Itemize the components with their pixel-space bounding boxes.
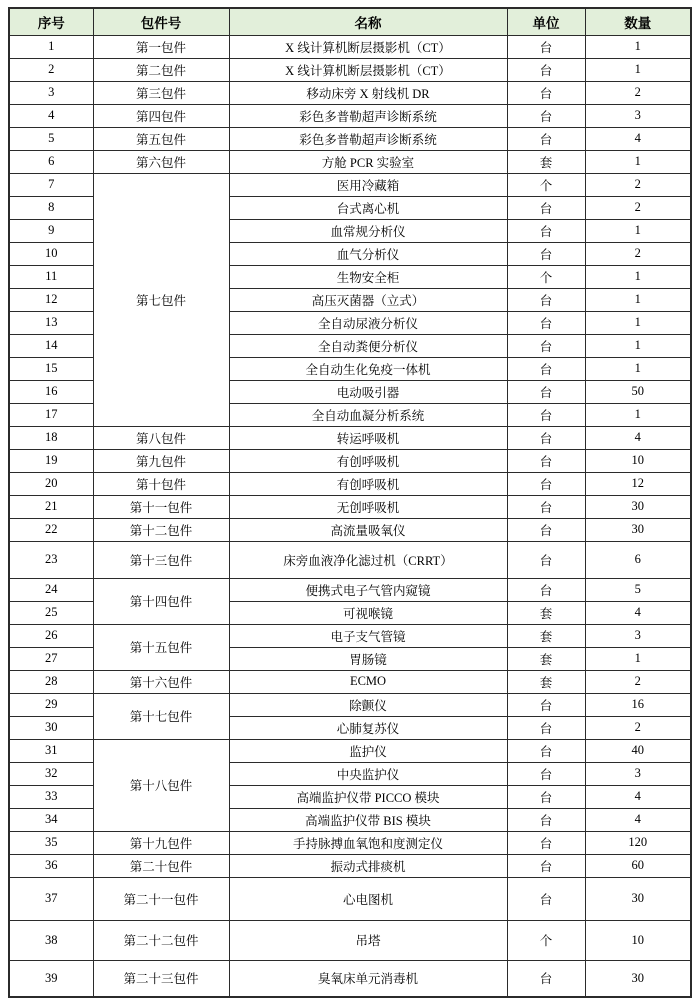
cell-name: 高压灭菌器（立式）	[229, 288, 507, 311]
cell-unit: 套	[507, 647, 585, 670]
cell-unit: 台	[507, 403, 585, 426]
cell-unit: 台	[507, 311, 585, 334]
cell-no: 37	[9, 877, 93, 920]
cell-qty: 120	[585, 831, 691, 854]
cell-name: 中央监护仪	[229, 762, 507, 785]
table-row	[9, 739, 691, 762]
cell-package: 第十五包件	[93, 624, 229, 670]
cell-package: 第三包件	[93, 81, 229, 104]
cell-qty: 4	[585, 808, 691, 831]
cell-no: 28	[9, 670, 93, 693]
cell-unit: 台	[507, 854, 585, 877]
cell-qty: 4	[585, 601, 691, 624]
cell-no: 19	[9, 449, 93, 472]
cell-name: 血常规分析仪	[229, 219, 507, 242]
cell-qty: 1	[585, 35, 691, 58]
cell-name: X 线计算机断层摄影机（CT）	[229, 58, 507, 81]
cell-qty: 40	[585, 739, 691, 762]
cell-package: 第二包件	[93, 58, 229, 81]
cell-qty: 1	[585, 403, 691, 426]
table-row	[9, 58, 691, 81]
cell-name: 有创呼吸机	[229, 472, 507, 495]
cell-no: 16	[9, 380, 93, 403]
cell-qty: 1	[585, 288, 691, 311]
cell-no: 2	[9, 58, 93, 81]
cell-name: 转运呼吸机	[229, 426, 507, 449]
cell-package: 第十二包件	[93, 518, 229, 541]
cell-unit: 台	[507, 716, 585, 739]
cell-unit: 个	[507, 265, 585, 288]
table-row	[9, 449, 691, 472]
cell-package: 第十三包件	[93, 541, 229, 578]
cell-unit: 台	[507, 127, 585, 150]
cell-no: 12	[9, 288, 93, 311]
cell-unit: 台	[507, 81, 585, 104]
cell-qty: 1	[585, 265, 691, 288]
cell-unit: 台	[507, 449, 585, 472]
cell-package: 第十九包件	[93, 831, 229, 854]
cell-qty: 50	[585, 380, 691, 403]
cell-name: 电动吸引器	[229, 380, 507, 403]
cell-qty: 2	[585, 173, 691, 196]
col-header-qty: 数量	[585, 8, 691, 35]
cell-unit: 台	[507, 877, 585, 920]
cell-package: 第六包件	[93, 150, 229, 173]
col-header-package: 包件号	[93, 8, 229, 35]
cell-unit: 台	[507, 288, 585, 311]
cell-qty: 1	[585, 334, 691, 357]
cell-unit: 套	[507, 150, 585, 173]
cell-unit: 个	[507, 920, 585, 960]
cell-no: 7	[9, 173, 93, 196]
cell-unit: 台	[507, 357, 585, 380]
table-row	[9, 920, 691, 960]
cell-no: 9	[9, 219, 93, 242]
cell-no: 35	[9, 831, 93, 854]
cell-unit: 台	[507, 739, 585, 762]
cell-qty: 4	[585, 785, 691, 808]
cell-no: 8	[9, 196, 93, 219]
cell-no: 18	[9, 426, 93, 449]
cell-name: 振动式排痰机	[229, 854, 507, 877]
cell-unit: 台	[507, 578, 585, 601]
cell-package: 第五包件	[93, 127, 229, 150]
cell-name: 手持脉搏血氧饱和度测定仪	[229, 831, 507, 854]
cell-package: 第二十包件	[93, 854, 229, 877]
cell-no: 39	[9, 960, 93, 997]
header-row	[9, 8, 691, 35]
equipment-table	[8, 7, 692, 998]
cell-qty: 2	[585, 716, 691, 739]
cell-no: 11	[9, 265, 93, 288]
cell-unit: 台	[507, 472, 585, 495]
cell-qty: 1	[585, 311, 691, 334]
cell-name: 有创呼吸机	[229, 449, 507, 472]
cell-name: 除颤仪	[229, 693, 507, 716]
table-row	[9, 877, 691, 920]
cell-qty: 60	[585, 854, 691, 877]
cell-qty: 12	[585, 472, 691, 495]
table-row	[9, 150, 691, 173]
cell-package: 第七包件	[93, 173, 229, 426]
cell-no: 5	[9, 127, 93, 150]
cell-name: 高端监护仪带 PICCO 模块	[229, 785, 507, 808]
cell-name: X 线计算机断层摄影机（CT）	[229, 35, 507, 58]
cell-qty: 3	[585, 624, 691, 647]
cell-unit: 套	[507, 624, 585, 647]
table-row	[9, 578, 691, 601]
cell-qty: 1	[585, 219, 691, 242]
cell-package: 第二十二包件	[93, 920, 229, 960]
cell-name: 移动床旁 X 射线机 DR	[229, 81, 507, 104]
cell-no: 1	[9, 35, 93, 58]
cell-qty: 1	[585, 357, 691, 380]
cell-package: 第一包件	[93, 35, 229, 58]
cell-no: 30	[9, 716, 93, 739]
cell-unit: 台	[507, 960, 585, 997]
table-row	[9, 670, 691, 693]
cell-name: 医用冷藏箱	[229, 173, 507, 196]
table-row	[9, 831, 691, 854]
cell-name: 床旁血液净化滤过机（CRRT）	[229, 541, 507, 578]
cell-unit: 台	[507, 693, 585, 716]
cell-name: 吊塔	[229, 920, 507, 960]
cell-unit: 台	[507, 334, 585, 357]
cell-unit: 台	[507, 104, 585, 127]
cell-name: 臭氧床单元消毒机	[229, 960, 507, 997]
cell-package: 第十四包件	[93, 578, 229, 624]
cell-qty: 1	[585, 58, 691, 81]
cell-qty: 3	[585, 762, 691, 785]
cell-package: 第十包件	[93, 472, 229, 495]
cell-unit: 台	[507, 762, 585, 785]
cell-unit: 台	[507, 785, 585, 808]
table-row	[9, 472, 691, 495]
cell-unit: 台	[507, 495, 585, 518]
cell-name: 彩色多普勒超声诊断系统	[229, 127, 507, 150]
cell-qty: 2	[585, 81, 691, 104]
table-row	[9, 518, 691, 541]
table-row	[9, 173, 691, 196]
table-row	[9, 127, 691, 150]
cell-qty: 2	[585, 242, 691, 265]
cell-name: 心电图机	[229, 877, 507, 920]
cell-no: 31	[9, 739, 93, 762]
table-row	[9, 624, 691, 647]
cell-package: 第二十一包件	[93, 877, 229, 920]
cell-package: 第八包件	[93, 426, 229, 449]
cell-qty: 10	[585, 920, 691, 960]
cell-qty: 30	[585, 877, 691, 920]
cell-unit: 台	[507, 541, 585, 578]
cell-unit: 台	[507, 426, 585, 449]
cell-no: 3	[9, 81, 93, 104]
cell-name: 可视喉镜	[229, 601, 507, 624]
cell-name: 血气分析仪	[229, 242, 507, 265]
cell-qty: 4	[585, 426, 691, 449]
cell-unit: 台	[507, 219, 585, 242]
cell-unit: 套	[507, 601, 585, 624]
cell-no: 15	[9, 357, 93, 380]
cell-qty: 16	[585, 693, 691, 716]
table-row	[9, 81, 691, 104]
col-header-unit: 单位	[507, 8, 585, 35]
cell-unit: 台	[507, 380, 585, 403]
cell-no: 24	[9, 578, 93, 601]
cell-unit: 台	[507, 831, 585, 854]
table-row	[9, 854, 691, 877]
cell-name: 高流量吸氧仪	[229, 518, 507, 541]
cell-no: 34	[9, 808, 93, 831]
cell-qty: 4	[585, 127, 691, 150]
cell-unit: 台	[507, 808, 585, 831]
cell-name: 生物安全柜	[229, 265, 507, 288]
cell-no: 23	[9, 541, 93, 578]
cell-qty: 3	[585, 104, 691, 127]
cell-unit: 套	[507, 670, 585, 693]
cell-qty: 30	[585, 495, 691, 518]
cell-name: 监护仪	[229, 739, 507, 762]
cell-no: 29	[9, 693, 93, 716]
cell-no: 4	[9, 104, 93, 127]
cell-qty: 1	[585, 150, 691, 173]
cell-unit: 台	[507, 35, 585, 58]
cell-unit: 台	[507, 518, 585, 541]
cell-name: 高端监护仪带 BIS 模块	[229, 808, 507, 831]
cell-no: 27	[9, 647, 93, 670]
cell-name: 全自动尿液分析仪	[229, 311, 507, 334]
cell-qty: 5	[585, 578, 691, 601]
cell-name: 便携式电子气管内窥镜	[229, 578, 507, 601]
cell-no: 14	[9, 334, 93, 357]
cell-name: 全自动生化免疫一体机	[229, 357, 507, 380]
cell-unit: 台	[507, 196, 585, 219]
table-row	[9, 541, 691, 578]
cell-package: 第十六包件	[93, 670, 229, 693]
col-header-no: 序号	[9, 8, 93, 35]
cell-no: 26	[9, 624, 93, 647]
cell-no: 36	[9, 854, 93, 877]
cell-package: 第十一包件	[93, 495, 229, 518]
table-row	[9, 693, 691, 716]
cell-qty: 2	[585, 196, 691, 219]
cell-unit: 台	[507, 58, 585, 81]
cell-qty: 30	[585, 960, 691, 997]
cell-package: 第二十三包件	[93, 960, 229, 997]
cell-unit: 台	[507, 242, 585, 265]
cell-package: 第九包件	[93, 449, 229, 472]
cell-name: 电子支气管镜	[229, 624, 507, 647]
cell-no: 13	[9, 311, 93, 334]
cell-package: 第四包件	[93, 104, 229, 127]
cell-no: 6	[9, 150, 93, 173]
cell-no: 25	[9, 601, 93, 624]
cell-no: 38	[9, 920, 93, 960]
cell-qty: 10	[585, 449, 691, 472]
table-row	[9, 426, 691, 449]
table-row	[9, 495, 691, 518]
cell-name: 胃肠镜	[229, 647, 507, 670]
cell-qty: 30	[585, 518, 691, 541]
cell-unit: 个	[507, 173, 585, 196]
table-row	[9, 35, 691, 58]
cell-qty: 2	[585, 670, 691, 693]
table-row	[9, 960, 691, 997]
cell-no: 20	[9, 472, 93, 495]
cell-name: 心肺复苏仪	[229, 716, 507, 739]
cell-name: ECMO	[229, 670, 507, 693]
cell-name: 台式离心机	[229, 196, 507, 219]
cell-name: 全自动粪便分析仪	[229, 334, 507, 357]
cell-name: 全自动血凝分析系统	[229, 403, 507, 426]
cell-name: 彩色多普勒超声诊断系统	[229, 104, 507, 127]
cell-no: 10	[9, 242, 93, 265]
cell-no: 21	[9, 495, 93, 518]
table-row	[9, 104, 691, 127]
cell-qty: 6	[585, 541, 691, 578]
col-header-name: 名称	[229, 8, 507, 35]
cell-name: 无创呼吸机	[229, 495, 507, 518]
cell-package: 第十七包件	[93, 693, 229, 739]
cell-no: 32	[9, 762, 93, 785]
cell-no: 22	[9, 518, 93, 541]
cell-no: 33	[9, 785, 93, 808]
cell-no: 17	[9, 403, 93, 426]
cell-qty: 1	[585, 647, 691, 670]
cell-name: 方舱 PCR 实验室	[229, 150, 507, 173]
cell-package: 第十八包件	[93, 739, 229, 831]
